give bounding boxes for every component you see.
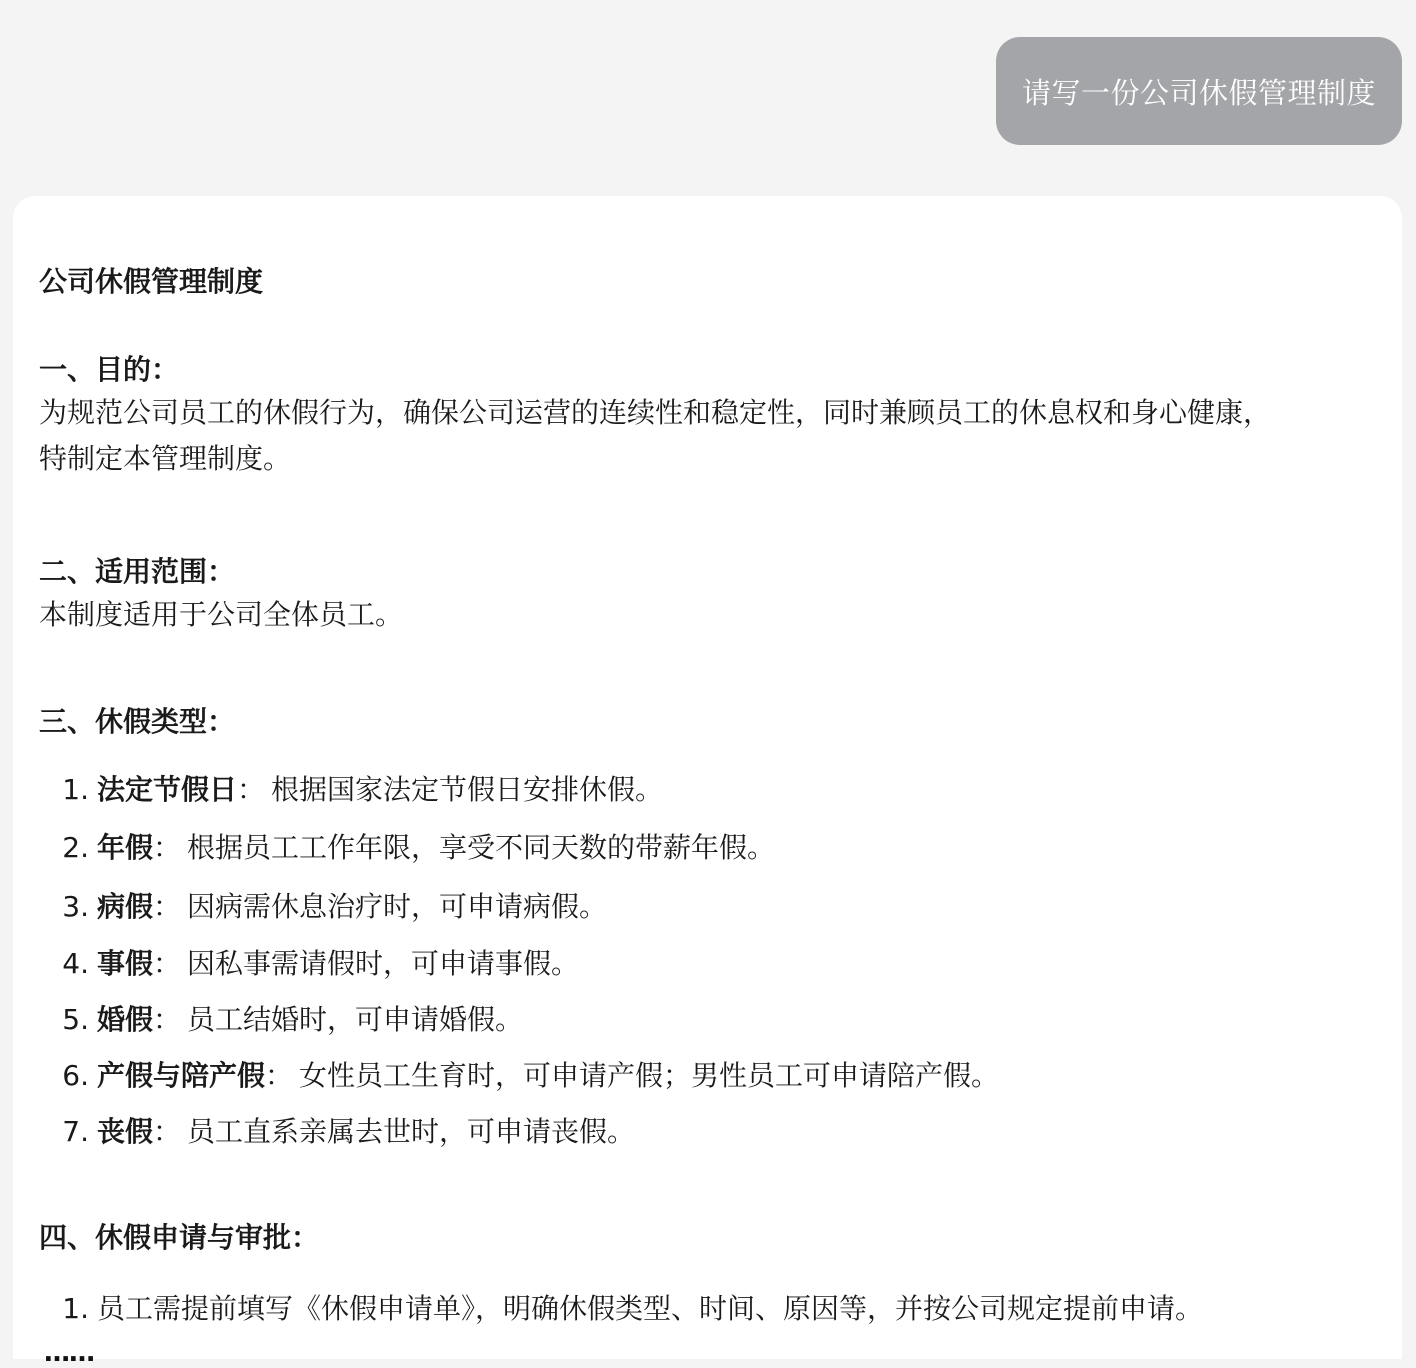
list-item-term: 年假: [97, 831, 154, 864]
section-heading: 二、适用范围：: [39, 555, 236, 588]
list-item: [39, 1104, 1402, 1160]
truncation-ellipsis: ……: [44, 1338, 94, 1368]
list-item-number: 3.: [62, 890, 89, 923]
list-item-term: 婚假: [97, 1003, 154, 1036]
section-body-line: 为规范公司员工的休假行为，确保公司运营的连续性和稳定性，同时兼顾员工的休息权和身心健康，: [39, 396, 1272, 429]
list-item-term: 病假: [97, 890, 154, 923]
list-item: [39, 878, 1402, 936]
list-item-separator: ：: [153, 890, 182, 923]
list-item-separator: ：: [153, 1003, 182, 1036]
list-item-number: 2.: [62, 831, 89, 864]
list-item-number: 4.: [62, 947, 89, 980]
list-item-number: 7.: [62, 1115, 89, 1148]
list-item: [39, 818, 1402, 878]
list-item-separator: ：: [153, 831, 182, 864]
section-scope: [39, 552, 1402, 638]
user-message-bubble: 请写一份公司休假管理制度: [996, 37, 1402, 145]
document-title: 公司休假管理制度: [39, 265, 264, 298]
section-heading: 一、目的：: [39, 353, 180, 386]
user-message-row: [996, 37, 1402, 145]
section-heading: 三、休假类型：: [39, 705, 236, 738]
list-item-separator: ：: [153, 1115, 182, 1148]
list-item-description: 员工结婚时，可申请婚假。: [187, 1003, 524, 1036]
list-item-separator: ：: [237, 773, 266, 806]
list-item-description: 因病需休息治疗时，可申请病假。: [187, 890, 608, 923]
list-item-description: 员工直系亲属去世时，可申请丧假。: [187, 1115, 636, 1148]
list-item-term: 产假与陪产假: [97, 1059, 266, 1092]
section-leave-types: [39, 702, 1402, 1160]
list-item-term: 丧假: [97, 1115, 154, 1148]
list-item-term: 事假: [97, 947, 154, 980]
list-item-number: 6.: [62, 1059, 89, 1092]
leave-type-list: [39, 762, 1402, 1160]
list-item-separator: ：: [153, 947, 182, 980]
list-item-description: 根据国家法定节假日安排休假。: [271, 773, 664, 806]
section-heading: 四、休假申请与审批：: [39, 1221, 320, 1254]
section-purpose: [39, 350, 1402, 482]
section-body-line: 本制度适用于公司全体员工。: [39, 598, 404, 631]
section-body-line: 特制定本管理制度。: [39, 442, 292, 475]
list-item: [39, 936, 1402, 992]
list-item-number: 1.: [62, 1292, 89, 1325]
list-item: [39, 1048, 1402, 1104]
section-application-approval: [39, 1218, 1402, 1332]
list-item: [39, 1286, 1402, 1332]
list-item-description: 女性员工生育时，可申请产假；男性员工可申请陪产假。: [299, 1059, 1000, 1092]
list-item-description: 因私事需请假时，可申请事假。: [187, 947, 580, 980]
list-item-separator: ：: [265, 1059, 294, 1092]
list-item-description: 根据员工工作年限，享受不同天数的带薪年假。: [187, 831, 776, 864]
application-steps-list: [39, 1286, 1402, 1332]
list-item-number: 5.: [62, 1003, 89, 1036]
list-item-number: 1.: [62, 773, 89, 806]
list-item: [39, 992, 1402, 1048]
list-item-term: 法定节假日: [97, 773, 238, 806]
assistant-answer-card: [13, 196, 1402, 1359]
list-item: [39, 762, 1402, 818]
list-item-text: 员工需提前填写《休假申请单》，明确休假类型、时间、原因等，并按公司规定提前申请。: [97, 1292, 1204, 1325]
